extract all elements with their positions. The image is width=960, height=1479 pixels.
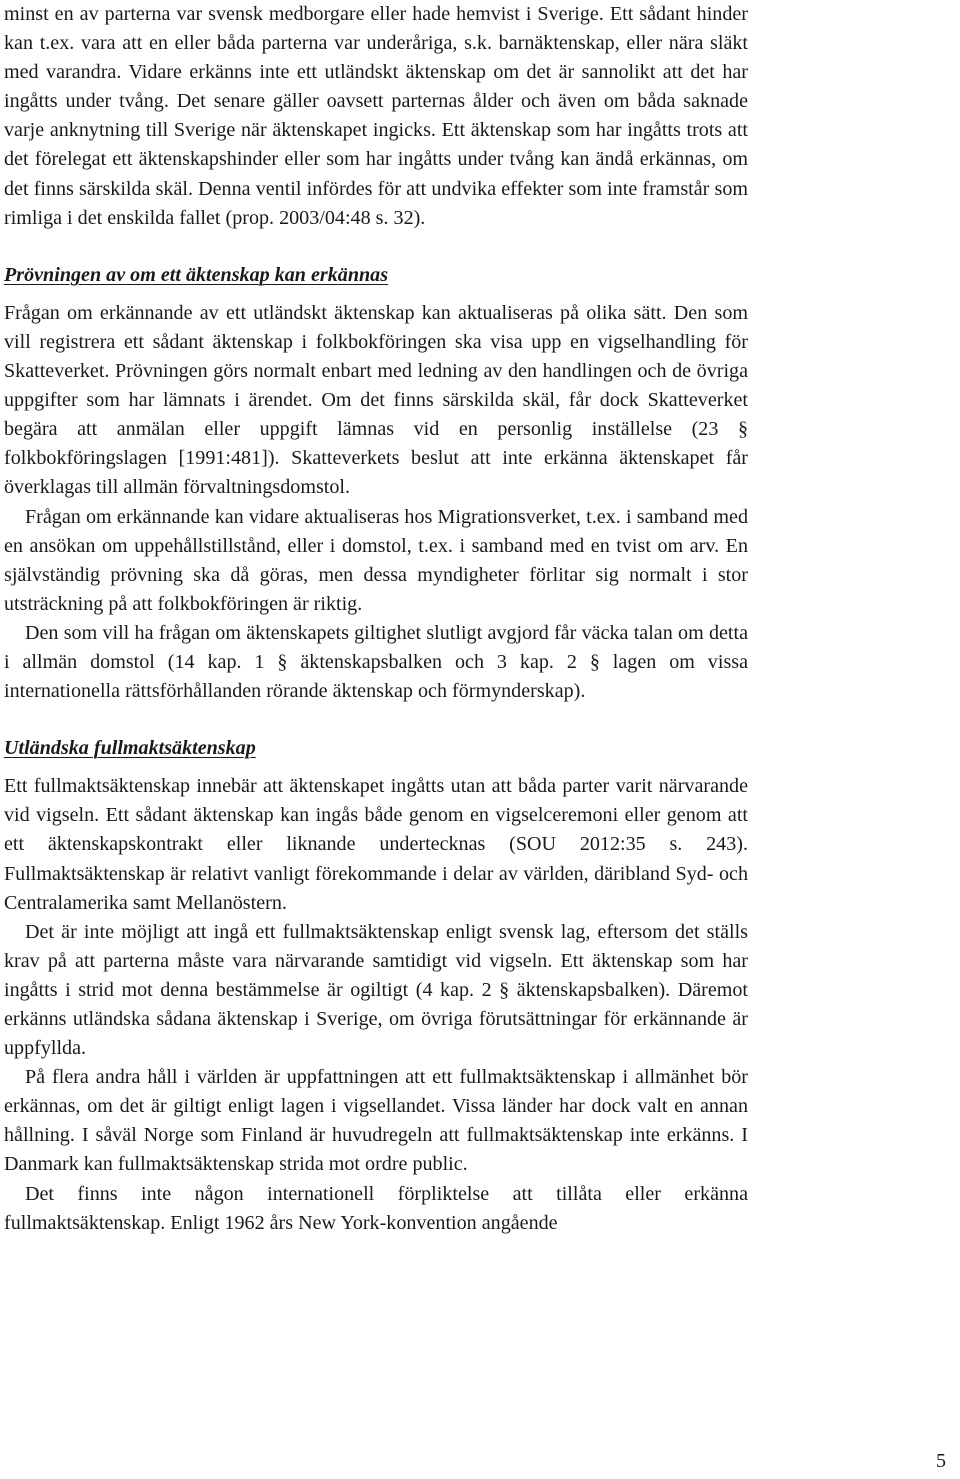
section-heading: Utländska fullmaktsäktenskap — [4, 737, 256, 760]
body-paragraph: minst en av parterna var svensk medborgare eller hade hemvist i Sverige. Ett sådant hinder kan t.ex. vara att en eller båda parterna var underåriga, s.k. barnäktenskap, eller nära släkt med varandra. Vidare erkänns inte ett utländskt äktenskap om det är sannolikt att det har ingåtts under tvång. Det senare gäller oavsett parternas ålder och även om båda saknade varje anknytning till Sverige när äktenskapet ingicks. Ett äktenskap som har ingåtts trots att det förelegat ett äktenskapshinder eller som har ingåtts under tvång kan ändå erkännas, om det finns särskilda skäl. Denna ventil infördes för att undvika effekter som inte framstår som rimliga i det enskilda fallet (prop. 2003/04:48 s. 32). — [4, 3, 748, 229]
body-paragraph: Frågan om erkännande kan vidare aktualiseras hos Migrationsverket, t.ex. i samband med en ansökan om uppehållstillstånd, eller i domstol, t.ex. i samband med en tvist om arv. En självständig prövning ska då göras, men dessa myndigheter förlitar sig normalt i stor utsträckning på att folkbokföringen är riktig. — [4, 505, 748, 615]
body-paragraph: Frågan om erkännande av ett utländskt äktenskap kan aktualiseras på olika sätt. Den som vill registrera ett sådant äktenskap i folkbokföringen ska visa upp en vigselhandling för Skatteverket. Prövningen görs normalt enbart med ledning av den handlingen och de övriga uppgifter som har lämnats i ärendet. Om det finns särskilda skäl, får dock Skatteverket begära att anmälan eller uppgift lämnas vid en personlig inställelse (23 § folkbokföringslagen [1991:481]). Skatteverkets beslut att inte erkänna äktenskapet får överklagas till allmän förvaltningsdomstol. — [4, 301, 748, 499]
body-paragraph: Det finns inte någon internationell förpliktelse att tillåta eller erkänna fullmaktsäktenskap. Enligt 1962 års New York-konvention angående — [4, 1182, 748, 1234]
body-paragraph: Det är inte möjligt att ingå ett fullmaktsäktenskap enligt svensk lag, eftersom det ställs krav på att parterna måste vara närvarande samtidigt vid vigseln. Ett äktenskap som har ingåtts i strid mot denna bestämmelse är ogiltigt (4 kap. 2 § äktenskapsbalken). Däremot erkänns utländska sådana äktenskap i Sverige, om övriga förutsättningar för erkännande är uppfyllda. — [4, 920, 748, 1060]
section-heading: Prövningen av om ett äktenskap kan erkännas — [4, 263, 389, 286]
page-number: 5 — [936, 1450, 947, 1472]
body-paragraph: På flera andra håll i världen är uppfattningen att ett fullmaktsäktenskap i allmänhet bör erkännas, om det är giltigt enligt lagen i vigsellandet. Vissa länder har dock valt en annan hållning. I såväl Norge som Finland är huvudregeln att fullmaktsäktenskap inte erkänns. I Danmark kan fullmaktsäktenskap strida mot ordre public. — [4, 1066, 748, 1176]
body-paragraph: Ett fullmaktsäktenskap innebär att äktenskapet ingåtts utan att båda parter varit närvarande vid vigseln. Ett sådant äktenskap kan ingås både genom en vigselceremoni eller genom att ett äktenskapskontrakt eller liknande undertecknas (SOU 2012:35 s. 243). Fullmaktsäktenskap är relativt vanligt förekommande i delar av världen, däribland Syd- och Centralamerika samt Mellanöstern. — [4, 775, 748, 914]
document-page — [4, 0, 748, 1238]
body-paragraph: Den som vill ha frågan om äktenskapets giltighet slutligt avgjord får väcka talan om detta i allmän domstol (14 kap. 1 § äktenskapsbalken och 3 kap. 2 § lagen om vissa internationella rättsförhållanden rörande äktenskap och förmynderskap). — [4, 621, 748, 703]
